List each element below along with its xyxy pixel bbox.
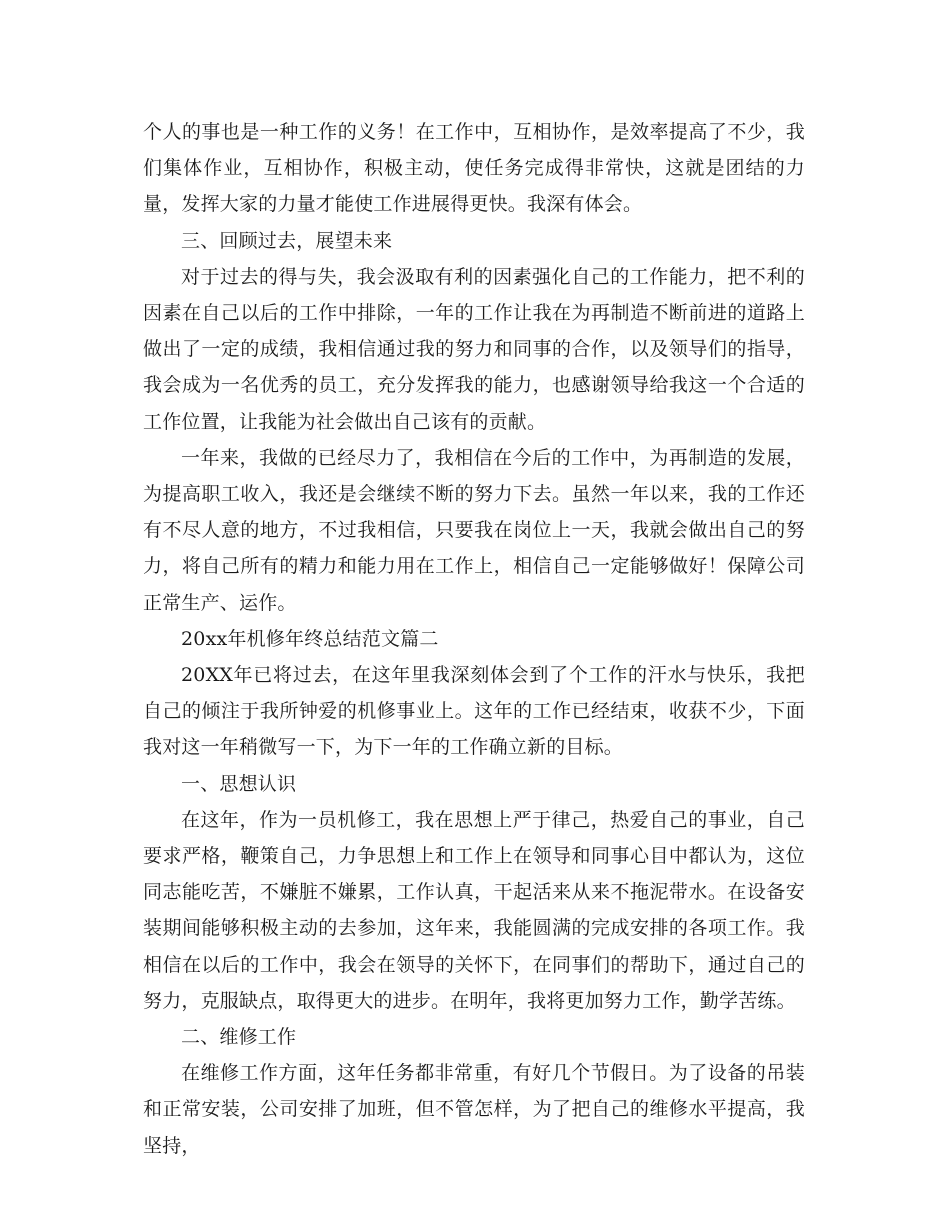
paragraph-continuation: 个人的事也是一种工作的义务！在工作中，互相协作，是效率提高了不少，我们集体作业，互相协作，积极主动，使任务完成得非常快，这就是团结的力量，发挥大家的力量才能使工作进展得更快。我深有体会。 [143, 121, 805, 216]
paragraph-thinking: 在这年，作为一员机修工，我在思想上严于律己，热爱自己的事业，自己要求严格，鞭策自己，力争思想上和工作上在领导和同事心目中都认为，这位同志能吃苦，不嫌脏不嫌累，工作认真，干起活来从来不拖泥带水。在设备安装期间能够积极主动的去参加，这年来，我能圆满的完成安排的各项工作。我相信在以后的工作中，我会在领导的关怀下，在同事们的帮助下，通过自己的努力，克服缺点，取得更大的进步。在明年，我将更加努力工作，勤学苦练。 [143, 808, 805, 1012]
section-heading-review-outlook: 三、回顾过去，展望未来 [181, 229, 393, 252]
section-heading-thinking: 一、思想认识 [181, 772, 297, 795]
document-body [143, 114, 805, 1164]
section-heading-maintenance: 二、维修工作 [181, 1026, 297, 1049]
paragraph-maintenance: 在维修工作方面，这年任务都非常重，有好几个节假日。为了设备的吊装和正常安装，公司安排了加班，但不管怎样，为了把自己的维修水平提高，我坚持， [143, 1062, 805, 1157]
paragraph-intro-part-two: 20XX年已将过去，在这年里我深刻体会到了个工作的汗水与快乐，我把自己的倾注于我所钟爱的机修事业上。这年的工作已经结束，收获不少，下面我对这一年稍微写一下，为下一年的工作确立新的目标。 [143, 664, 805, 759]
paragraph-past-gains-losses: 对于过去的得与失，我会汲取有利的因素强化自己的工作能力，把不利的因素在自己以后的工作中排除，一年的工作让我在为再制造不断前进的道路上做出了一定的成绩，我相信通过我的努力和同事的合作，以及领导们的指导，我会成为一名优秀的员工，充分发挥我的能力，也感谢领导给我这一个合适的工作位置，让我能为社会做出自己该有的贡献。 [143, 265, 805, 433]
article-title-part-two: 20xx年机修年终总结范文篇二 [181, 627, 439, 650]
paragraph-year-effort: 一年来，我做的已经尽力了，我相信在今后的工作中，为再制造的发展，为提高职工收入，我还是会继续不断的努力下去。虽然一年以来，我的工作还有不尽人意的地方，不过我相信，只要我在岗位上一天，我就会做出自己的努力，将自己所有的精力和能力用在工作上，相信自己一定能够做好！保障公司正常生产、运作。 [143, 446, 805, 614]
